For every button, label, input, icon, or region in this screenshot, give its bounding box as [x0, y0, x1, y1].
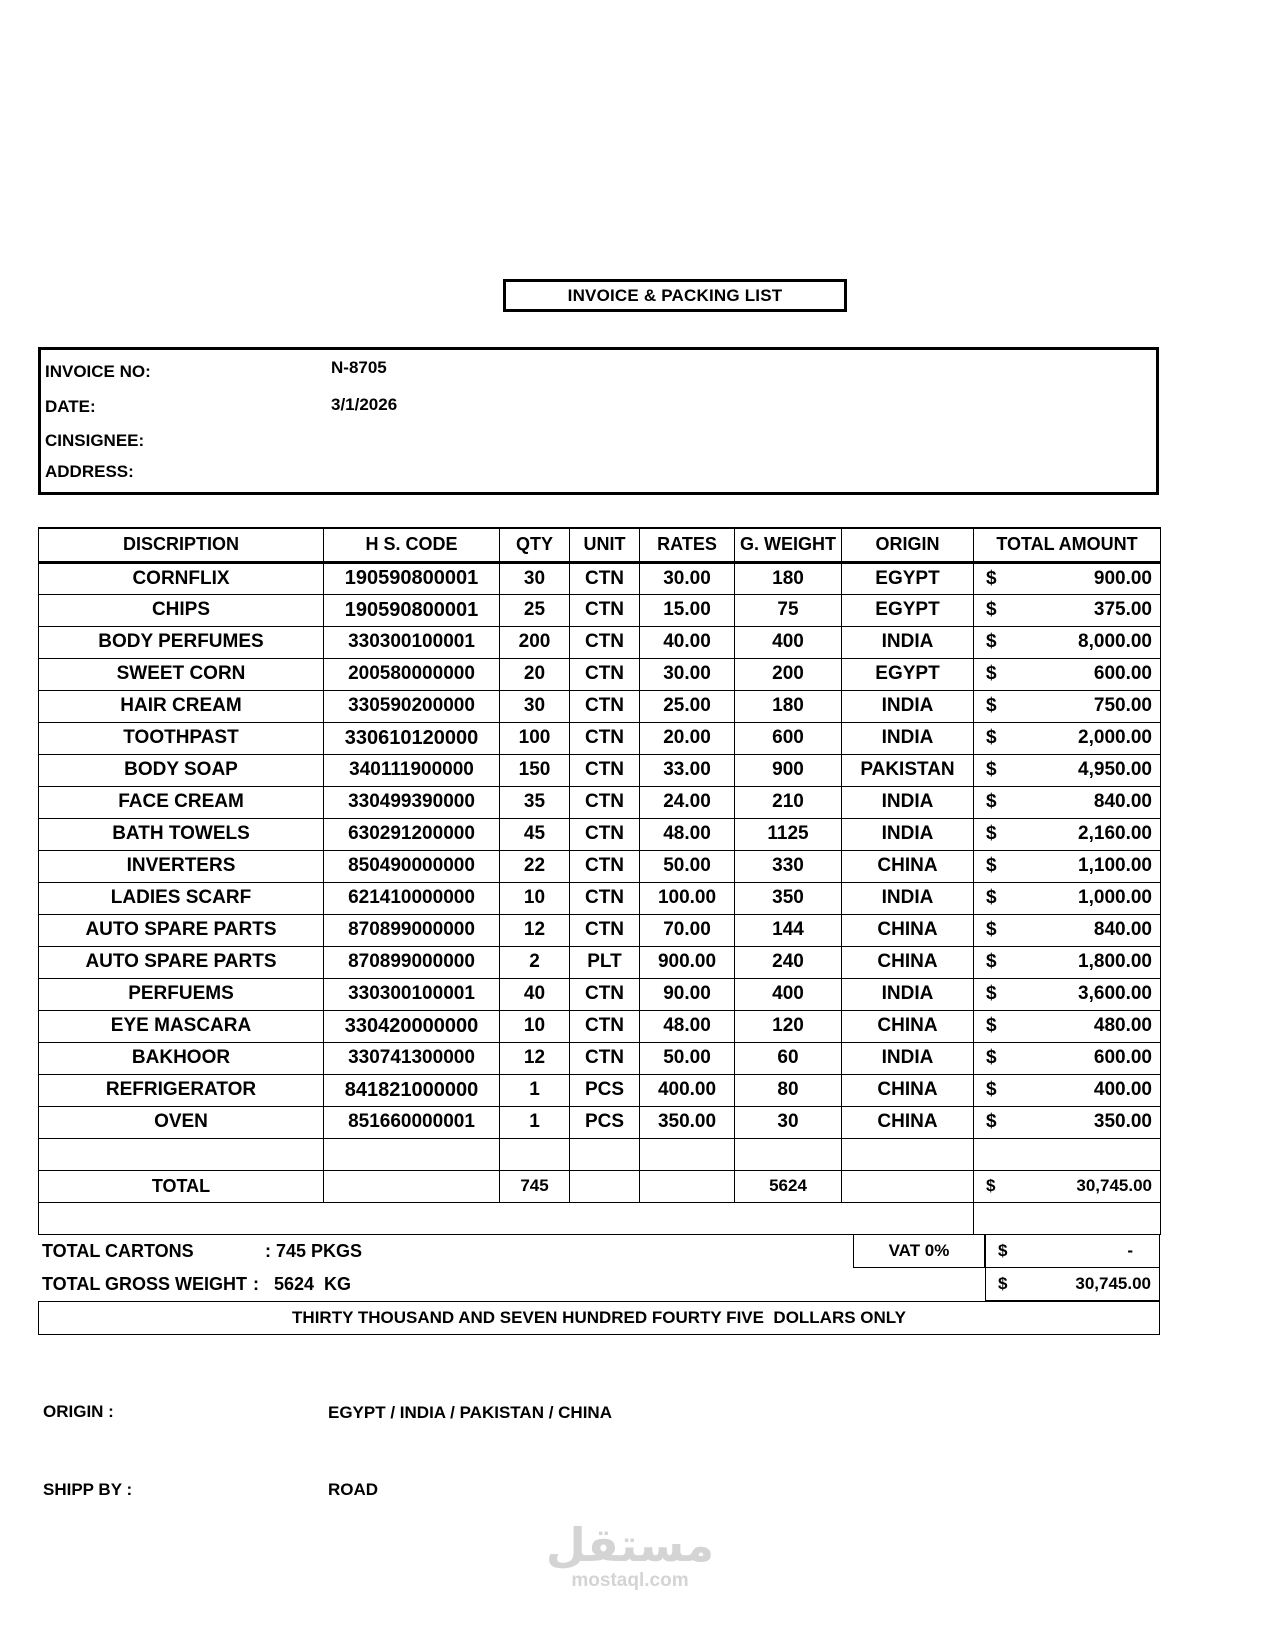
qty-cell: 45	[500, 818, 570, 850]
currency-symbol: $	[986, 1047, 997, 1068]
origin-cell: INDIA	[842, 786, 974, 818]
rate-cell: 30.00	[640, 562, 735, 594]
description-cell: CORNFLIX	[39, 562, 324, 594]
invoice-no-value: N-8705	[331, 358, 387, 377]
blank-row	[39, 1202, 1161, 1234]
amount-value: 375.00	[1093, 599, 1152, 620]
amount-cell	[974, 722, 1161, 754]
hs-code-cell: 330590200000	[324, 690, 500, 722]
weight-cell: 900	[735, 754, 842, 786]
table-header-row	[39, 528, 1161, 562]
origin-cell: INDIA	[842, 818, 974, 850]
weight-cell: 144	[735, 914, 842, 946]
hs-code-cell: 330420000000	[324, 1010, 500, 1042]
amount-value: 2,000.00	[1078, 727, 1152, 748]
unit-cell: CTN	[570, 626, 640, 658]
currency-symbol: $	[986, 1111, 997, 1132]
column-header: H S. CODE	[324, 528, 500, 562]
table-row	[39, 722, 1161, 754]
empty-cell	[974, 1138, 1161, 1170]
hs-code-cell: 340111900000	[324, 754, 500, 786]
total-weight: 5624	[735, 1170, 842, 1202]
table-row	[39, 882, 1161, 914]
total-cartons-value: : 745 PKGS	[265, 1241, 363, 1261]
amount-value: 8,000.00	[1078, 631, 1152, 652]
amount-cell	[974, 626, 1161, 658]
amount-cell	[974, 946, 1161, 978]
currency-symbol: $	[986, 727, 997, 748]
column-header: DISCRIPTION	[39, 528, 324, 562]
empty-cell	[735, 1138, 842, 1170]
qty-cell: 1	[500, 1074, 570, 1106]
watermark-logo: مستقل	[545, 1518, 715, 1572]
unit-cell: CTN	[570, 562, 640, 594]
column-header: UNIT	[570, 528, 640, 562]
amount-value: 480.00	[1093, 1015, 1152, 1036]
rate-cell: 24.00	[640, 786, 735, 818]
amount-value: 900.00	[1093, 567, 1152, 589]
watermark	[545, 1520, 715, 1592]
description-cell: INVERTERS	[39, 850, 324, 882]
weight-cell: 240	[735, 946, 842, 978]
description-cell: BODY SOAP	[39, 754, 324, 786]
weight-cell: 330	[735, 850, 842, 882]
description-cell: OVEN	[39, 1106, 324, 1138]
currency-symbol: $	[986, 983, 997, 1004]
rate-cell: 90.00	[640, 978, 735, 1010]
unit-cell: PCS	[570, 1074, 640, 1106]
currency-symbol: $	[986, 823, 997, 844]
unit-cell: CTN	[570, 1042, 640, 1074]
currency-symbol: $	[986, 919, 997, 940]
amount-cell	[974, 978, 1161, 1010]
amount-cell	[974, 882, 1161, 914]
origin-cell: CHINA	[842, 850, 974, 882]
rate-cell: 20.00	[640, 722, 735, 754]
amount-value: 840.00	[1093, 791, 1152, 812]
origin-cell: INDIA	[842, 978, 974, 1010]
total-row	[39, 1170, 1161, 1202]
document-title: INVOICE & PACKING LIST	[503, 279, 847, 312]
description-cell: HAIR CREAM	[39, 690, 324, 722]
hs-code-cell: 330741300000	[324, 1042, 500, 1074]
vat-label: VAT 0%	[853, 1235, 985, 1268]
table-row	[39, 978, 1161, 1010]
qty-cell: 20	[500, 658, 570, 690]
rate-cell: 30.00	[640, 658, 735, 690]
invoice-no-label: INVOICE NO:	[45, 362, 151, 381]
unit-cell: PCS	[570, 1106, 640, 1138]
weight-cell: 60	[735, 1042, 842, 1074]
empty-cell	[570, 1138, 640, 1170]
origin-cell: INDIA	[842, 690, 974, 722]
amount-cell	[974, 562, 1161, 594]
unit-cell: CTN	[570, 882, 640, 914]
qty-cell: 150	[500, 754, 570, 786]
weight-cell: 210	[735, 786, 842, 818]
unit-cell: CTN	[570, 1010, 640, 1042]
hs-code-cell: 200580000000	[324, 658, 500, 690]
hs-code-cell: 870899000000	[324, 914, 500, 946]
blank-amount-cell	[974, 1202, 1161, 1234]
amount-in-words: THIRTY THOUSAND AND SEVEN HUNDRED FOURTY FIVE DOLLARS ONLY	[38, 1301, 1160, 1335]
amount-cell	[974, 1106, 1161, 1138]
currency-symbol: $	[986, 567, 997, 589]
grand-total-amount: 30,745.00	[1075, 1274, 1151, 1293]
rate-cell: 900.00	[640, 946, 735, 978]
column-header: QTY	[500, 528, 570, 562]
summary-section	[38, 1235, 1160, 1369]
watermark-url: mostaql.com	[571, 1570, 689, 1591]
amount-value: 1,000.00	[1078, 887, 1152, 908]
amount-cell	[974, 914, 1161, 946]
description-cell: EYE MASCARA	[39, 1010, 324, 1042]
empty-cell	[640, 1170, 735, 1202]
amount-value: 840.00	[1093, 919, 1152, 940]
empty-cell	[842, 1138, 974, 1170]
amount-cell	[974, 1010, 1161, 1042]
rate-cell: 400.00	[640, 1074, 735, 1106]
qty-cell: 12	[500, 1042, 570, 1074]
description-cell: LADIES SCARF	[39, 882, 324, 914]
qty-cell: 35	[500, 786, 570, 818]
weight-cell: 30	[735, 1106, 842, 1138]
qty-cell: 30	[500, 562, 570, 594]
column-header: G. WEIGHT	[735, 528, 842, 562]
weight-cell: 180	[735, 562, 842, 594]
origin-cell: CHINA	[842, 946, 974, 978]
table-row	[39, 1106, 1161, 1138]
amount-cell	[974, 850, 1161, 882]
hs-code-cell: 851660000001	[324, 1106, 500, 1138]
qty-cell: 25	[500, 594, 570, 626]
amount-cell	[974, 1042, 1161, 1074]
rate-cell: 15.00	[640, 594, 735, 626]
hs-code-cell: 190590800001	[324, 594, 500, 626]
origin-cell: CHINA	[842, 1010, 974, 1042]
origin-cell: CHINA	[842, 1074, 974, 1106]
description-cell: SWEET CORN	[39, 658, 324, 690]
unit-cell: CTN	[570, 690, 640, 722]
empty-row	[39, 1138, 1161, 1170]
blank-cell	[39, 1202, 974, 1234]
amount-cell	[974, 1170, 1161, 1202]
amount-cell	[974, 786, 1161, 818]
qty-cell: 1	[500, 1106, 570, 1138]
amount-value: 4,950.00	[1078, 759, 1152, 780]
rate-cell: 70.00	[640, 914, 735, 946]
empty-cell	[324, 1138, 500, 1170]
total-gross-weight-value: : 5624 KG	[253, 1274, 352, 1294]
empty-cell	[324, 1170, 500, 1202]
currency-symbol: $	[986, 1015, 997, 1036]
origin-cell: INDIA	[842, 882, 974, 914]
weight-cell: 600	[735, 722, 842, 754]
consignee-label: CINSIGNEE:	[45, 431, 145, 450]
origin-label: ORIGIN :	[43, 1402, 114, 1421]
table-row	[39, 754, 1161, 786]
currency-symbol: $	[986, 663, 997, 684]
unit-cell: CTN	[570, 722, 640, 754]
currency-symbol: $	[986, 855, 997, 876]
currency-symbol: $	[986, 695, 997, 716]
table-row	[39, 594, 1161, 626]
weight-cell: 180	[735, 690, 842, 722]
amount-cell	[974, 690, 1161, 722]
currency-symbol: $	[986, 759, 997, 780]
empty-cell	[500, 1138, 570, 1170]
table-row	[39, 562, 1161, 594]
amount-value: 600.00	[1093, 663, 1152, 684]
description-cell: TOOTHPAST	[39, 722, 324, 754]
empty-cell	[640, 1138, 735, 1170]
rate-cell: 48.00	[640, 818, 735, 850]
invoice-info-box	[38, 347, 1159, 495]
currency-symbol: $	[986, 1176, 996, 1195]
amount-value: 1,800.00	[1078, 951, 1152, 972]
table-row	[39, 1042, 1161, 1074]
weight-cell: 400	[735, 978, 842, 1010]
amount-value: 750.00	[1093, 695, 1152, 716]
qty-cell: 200	[500, 626, 570, 658]
currency-symbol: $	[986, 631, 997, 652]
qty-cell: 10	[500, 1010, 570, 1042]
rate-cell: 48.00	[640, 1010, 735, 1042]
unit-cell: CTN	[570, 914, 640, 946]
table-row	[39, 914, 1161, 946]
amount-cell	[974, 818, 1161, 850]
table-row	[39, 1010, 1161, 1042]
total-gross-weight-label: TOTAL GROSS WEIGHT	[42, 1274, 248, 1294]
table-row	[39, 658, 1161, 690]
weight-cell: 400	[735, 626, 842, 658]
column-header: ORIGIN	[842, 528, 974, 562]
description-cell: AUTO SPARE PARTS	[39, 914, 324, 946]
unit-cell: CTN	[570, 658, 640, 690]
hs-code-cell: 841821000000	[324, 1074, 500, 1106]
origin-cell: CHINA	[842, 1106, 974, 1138]
currency-symbol: $	[986, 791, 997, 812]
hs-code-cell: 190590800001	[324, 562, 500, 594]
qty-cell: 2	[500, 946, 570, 978]
total-cartons-label: TOTAL CARTONS	[42, 1241, 194, 1261]
currency-symbol: $	[998, 1274, 1008, 1293]
weight-cell: 200	[735, 658, 842, 690]
amount-value: 1,100.00	[1078, 855, 1152, 876]
hs-code-cell: 850490000000	[324, 850, 500, 882]
origin-value: EGYPT / INDIA / PAKISTAN / CHINA	[328, 1403, 612, 1422]
origin-cell: EGYPT	[842, 594, 974, 626]
table-row	[39, 946, 1161, 978]
qty-cell: 40	[500, 978, 570, 1010]
table-row	[39, 850, 1161, 882]
description-cell: BODY PERFUMES	[39, 626, 324, 658]
qty-cell: 12	[500, 914, 570, 946]
empty-cell	[570, 1170, 640, 1202]
origin-cell: PAKISTAN	[842, 754, 974, 786]
vat-amount: -	[1127, 1241, 1133, 1260]
weight-cell: 350	[735, 882, 842, 914]
date-value: 3/1/2026	[331, 395, 398, 414]
column-header: TOTAL AMOUNT	[974, 528, 1161, 562]
table-row	[39, 626, 1161, 658]
ship-by-label: SHIPP BY :	[43, 1480, 133, 1499]
items-table	[38, 527, 1161, 1235]
origin-cell: INDIA	[842, 626, 974, 658]
unit-cell: CTN	[570, 978, 640, 1010]
vat-amount-cell	[985, 1235, 1160, 1268]
table-row	[39, 1074, 1161, 1106]
qty-cell: 22	[500, 850, 570, 882]
ship-by-value: ROAD	[328, 1480, 379, 1499]
origin-cell: INDIA	[842, 1042, 974, 1074]
description-cell: CHIPS	[39, 594, 324, 626]
rate-cell: 350.00	[640, 1106, 735, 1138]
hs-code-cell: 330499390000	[324, 786, 500, 818]
total-label: TOTAL	[39, 1170, 324, 1202]
grand-total-cell	[985, 1268, 1160, 1301]
weight-cell: 1125	[735, 818, 842, 850]
currency-symbol: $	[998, 1241, 1008, 1260]
currency-symbol: $	[986, 951, 997, 972]
description-cell: FACE CREAM	[39, 786, 324, 818]
description-cell: BAKHOOR	[39, 1042, 324, 1074]
address-label: ADDRESS:	[45, 462, 134, 481]
currency-symbol: $	[986, 887, 997, 908]
currency-symbol: $	[986, 1079, 997, 1100]
amount-cell	[974, 754, 1161, 786]
unit-cell: CTN	[570, 818, 640, 850]
unit-cell: CTN	[570, 786, 640, 818]
amount-value: 30,745.00	[1076, 1176, 1152, 1195]
amount-cell	[974, 1074, 1161, 1106]
origin-cell: INDIA	[842, 722, 974, 754]
hs-code-cell: 330300100001	[324, 626, 500, 658]
weight-cell: 75	[735, 594, 842, 626]
amount-value: 600.00	[1093, 1047, 1152, 1068]
table-row	[39, 690, 1161, 722]
rate-cell: 25.00	[640, 690, 735, 722]
hs-code-cell: 630291200000	[324, 818, 500, 850]
description-cell: REFRIGERATOR	[39, 1074, 324, 1106]
empty-cell	[39, 1138, 324, 1170]
description-cell: BATH TOWELS	[39, 818, 324, 850]
table-row	[39, 818, 1161, 850]
amount-value: 350.00	[1093, 1111, 1152, 1132]
qty-cell: 10	[500, 882, 570, 914]
origin-cell: EGYPT	[842, 562, 974, 594]
hs-code-cell: 870899000000	[324, 946, 500, 978]
hs-code-cell: 621410000000	[324, 882, 500, 914]
rate-cell: 50.00	[640, 850, 735, 882]
description-cell: AUTO SPARE PARTS	[39, 946, 324, 978]
hs-code-cell: 330300100001	[324, 978, 500, 1010]
amount-value: 3,600.00	[1078, 983, 1152, 1004]
amount-value: 400.00	[1093, 1079, 1152, 1100]
rate-cell: 40.00	[640, 626, 735, 658]
currency-symbol: $	[986, 599, 997, 620]
column-header: RATES	[640, 528, 735, 562]
origin-cell: EGYPT	[842, 658, 974, 690]
amount-cell	[974, 658, 1161, 690]
unit-cell: CTN	[570, 850, 640, 882]
total-qty: 745	[500, 1170, 570, 1202]
amount-value: 2,160.00	[1078, 823, 1152, 844]
unit-cell: PLT	[570, 946, 640, 978]
table-row	[39, 786, 1161, 818]
hs-code-cell: 330610120000	[324, 722, 500, 754]
qty-cell: 30	[500, 690, 570, 722]
weight-cell: 120	[735, 1010, 842, 1042]
rate-cell: 100.00	[640, 882, 735, 914]
date-label: DATE:	[45, 397, 96, 416]
empty-cell	[842, 1170, 974, 1202]
origin-cell: CHINA	[842, 914, 974, 946]
amount-cell	[974, 594, 1161, 626]
unit-cell: CTN	[570, 754, 640, 786]
unit-cell: CTN	[570, 594, 640, 626]
qty-cell: 100	[500, 722, 570, 754]
rate-cell: 33.00	[640, 754, 735, 786]
weight-cell: 80	[735, 1074, 842, 1106]
description-cell: PERFUEMS	[39, 978, 324, 1010]
rate-cell: 50.00	[640, 1042, 735, 1074]
